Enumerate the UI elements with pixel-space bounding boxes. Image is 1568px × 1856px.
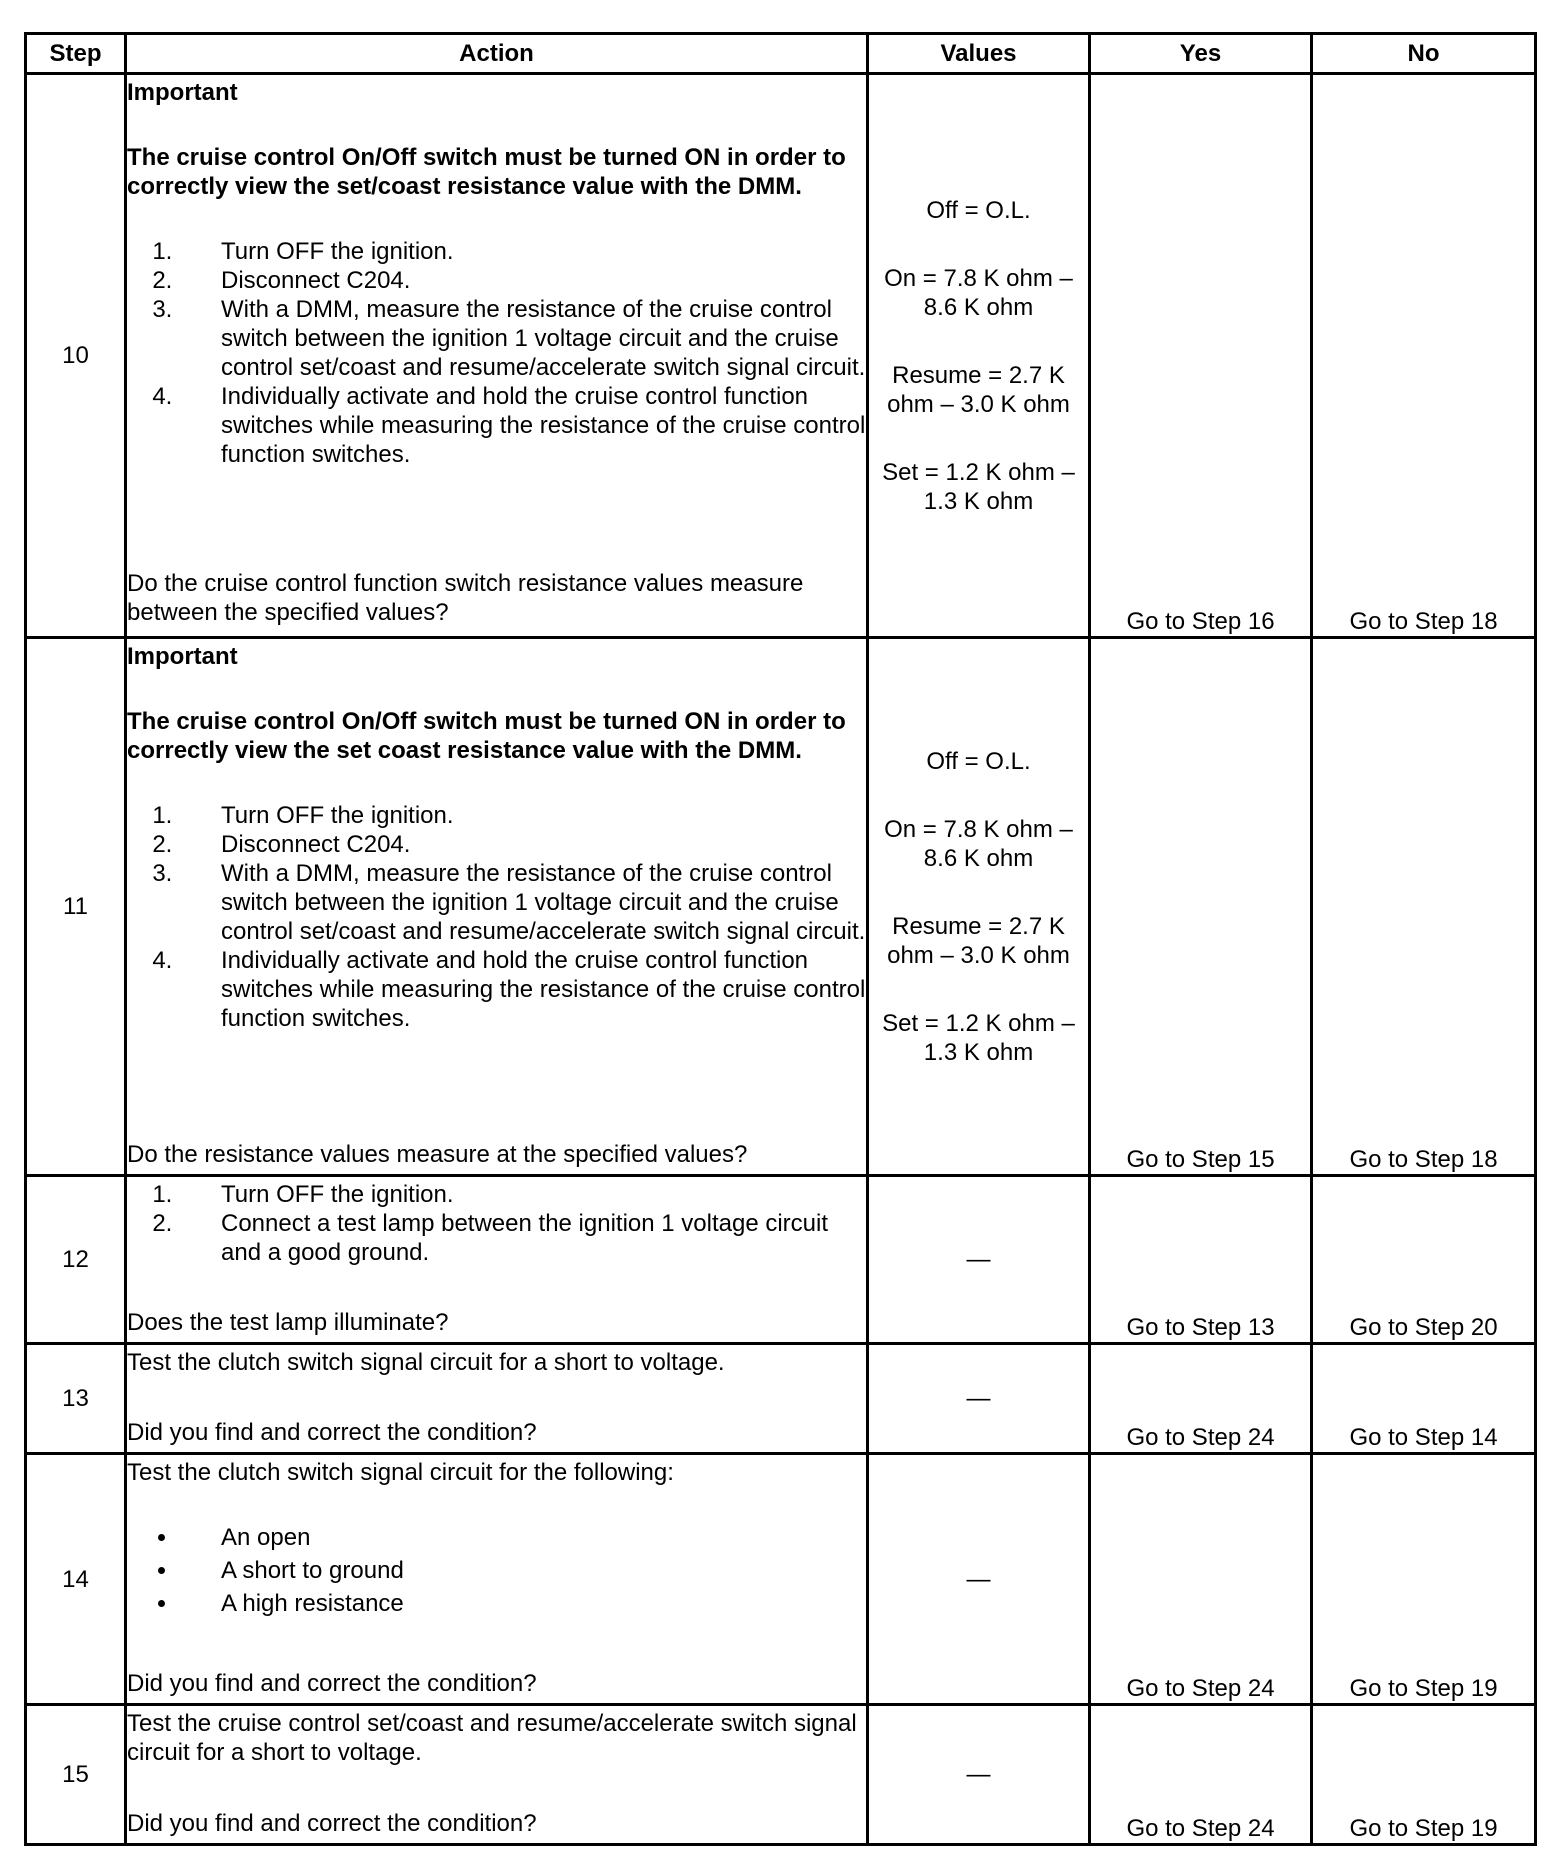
values-cell <box>868 74 1090 638</box>
no-link[interactable]: Go to Step 20 <box>1312 1176 1536 1344</box>
procedure-list <box>127 801 866 1033</box>
value-on: On = 7.8 K ohm – 8.6 K ohm <box>884 264 1073 321</box>
yes-link[interactable]: Go to Step 16 <box>1090 74 1312 638</box>
value-off: Off = O.L. <box>926 196 1031 224</box>
list-item: 1. Turn OFF the ignition. <box>179 237 866 266</box>
table-row <box>26 1344 1536 1454</box>
header-row <box>26 34 1536 74</box>
value-dash: — <box>868 1344 1090 1454</box>
list-item: 3. With a DMM, measure the resistance of the cruise control switch between the ignition 1 voltage circuit and the cruise control set/coast and resume/accelerate switch signal circuit. <box>179 859 866 946</box>
question-text: Did you find and correct the condition? <box>127 1419 537 1446</box>
header-no: No <box>1312 34 1536 74</box>
important-label: Important <box>127 643 238 670</box>
no-link[interactable]: Go to Step 19 <box>1312 1454 1536 1705</box>
value-on: On = 7.8 K ohm – 8.6 K ohm <box>884 815 1073 872</box>
important-text: The cruise control On/Off switch must be turned ON in order to correctly view the set/coast resistance value with the DMM. <box>127 144 846 200</box>
value-dash: — <box>868 1176 1090 1344</box>
important-label: Important <box>127 79 238 106</box>
value-set: Set = 1.2 K ohm – 1.3 K ohm <box>882 458 1075 515</box>
step-number: 10 <box>26 74 126 638</box>
procedure-list <box>127 1180 866 1267</box>
value-dash: — <box>868 1705 1090 1845</box>
list-item: 1. Turn OFF the ignition. <box>179 801 866 830</box>
yes-link[interactable]: Go to Step 24 <box>1090 1705 1312 1845</box>
values-cell <box>868 638 1090 1176</box>
instruction-text: Test the clutch switch signal circuit for a short to voltage. <box>127 1349 725 1376</box>
list-item: 2. Connect a test lamp between the ignition 1 voltage circuit and a good ground. <box>179 1209 866 1267</box>
list-item: 2. Disconnect C204. <box>179 266 866 295</box>
step-number: 15 <box>26 1705 126 1845</box>
yes-link[interactable]: Go to Step 15 <box>1090 638 1312 1176</box>
step-number: 14 <box>26 1454 126 1705</box>
table-row <box>26 1705 1536 1845</box>
question-text: Did you find and correct the condition? <box>127 1670 537 1697</box>
no-link[interactable]: Go to Step 19 <box>1312 1705 1536 1845</box>
list-item: 3. With a DMM, measure the resistance of the cruise control switch between the ignition 1 voltage circuit and the cruise control set/coast and resume/accelerate switch signal circuit. <box>179 295 866 382</box>
yes-link[interactable]: Go to Step 24 <box>1090 1454 1312 1705</box>
action-cell <box>126 1705 868 1845</box>
header-step: Step <box>26 34 126 74</box>
list-item: • A high resistance <box>179 1587 866 1620</box>
value-off: Off = O.L. <box>926 747 1031 775</box>
list-item: 2. Disconnect C204. <box>179 830 866 859</box>
instruction-text: Test the cruise control set/coast and resume/accelerate switch signal circuit for a short to voltage. <box>127 1710 857 1766</box>
question-text: Do the resistance values measure at the specified values? <box>127 1141 748 1168</box>
no-link[interactable]: Go to Step 18 <box>1312 74 1536 638</box>
important-text: The cruise control On/Off switch must be turned ON in order to correctly view the set coast resistance value with the DMM. <box>127 708 846 764</box>
question-text: Do the cruise control function switch resistance values measure between the specified values? <box>127 570 804 626</box>
list-item: • A short to ground <box>179 1554 866 1587</box>
list-item: 4. Individually activate and hold the cruise control function switches while measuring the resistance of the cruise control function switches. <box>179 946 866 1033</box>
step-number: 12 <box>26 1176 126 1344</box>
question-text: Does the test lamp illuminate? <box>127 1309 449 1336</box>
action-cell <box>126 638 868 1176</box>
condition-list <box>127 1521 866 1620</box>
header-yes: Yes <box>1090 34 1312 74</box>
header-action: Action <box>126 34 868 74</box>
step-number: 11 <box>26 638 126 1176</box>
table-row <box>26 74 1536 638</box>
diagnostic-table <box>24 32 1537 1846</box>
action-cell <box>126 1344 868 1454</box>
yes-link[interactable]: Go to Step 13 <box>1090 1176 1312 1344</box>
value-resume: Resume = 2.7 K ohm – 3.0 K ohm <box>887 912 1070 969</box>
no-link[interactable]: Go to Step 14 <box>1312 1344 1536 1454</box>
no-link[interactable]: Go to Step 18 <box>1312 638 1536 1176</box>
step-number: 13 <box>26 1344 126 1454</box>
value-set: Set = 1.2 K ohm – 1.3 K ohm <box>882 1009 1075 1066</box>
yes-link[interactable]: Go to Step 24 <box>1090 1344 1312 1454</box>
list-item: • An open <box>179 1521 866 1554</box>
action-cell <box>126 1454 868 1705</box>
value-dash: — <box>868 1454 1090 1705</box>
list-item: 4. Individually activate and hold the cruise control function switches while measuring the resistance of the cruise control function switches. <box>179 382 866 469</box>
action-cell <box>126 74 868 638</box>
header-values: Values <box>868 34 1090 74</box>
procedure-list <box>127 237 866 469</box>
table-row <box>26 638 1536 1176</box>
list-item: 1. Turn OFF the ignition. <box>179 1180 866 1209</box>
table-row <box>26 1454 1536 1705</box>
value-resume: Resume = 2.7 K ohm – 3.0 K ohm <box>887 361 1070 418</box>
action-cell <box>126 1176 868 1344</box>
question-text: Did you find and correct the condition? <box>127 1810 537 1837</box>
table-row <box>26 1176 1536 1344</box>
instruction-text: Test the clutch switch signal circuit for the following: <box>127 1459 674 1486</box>
